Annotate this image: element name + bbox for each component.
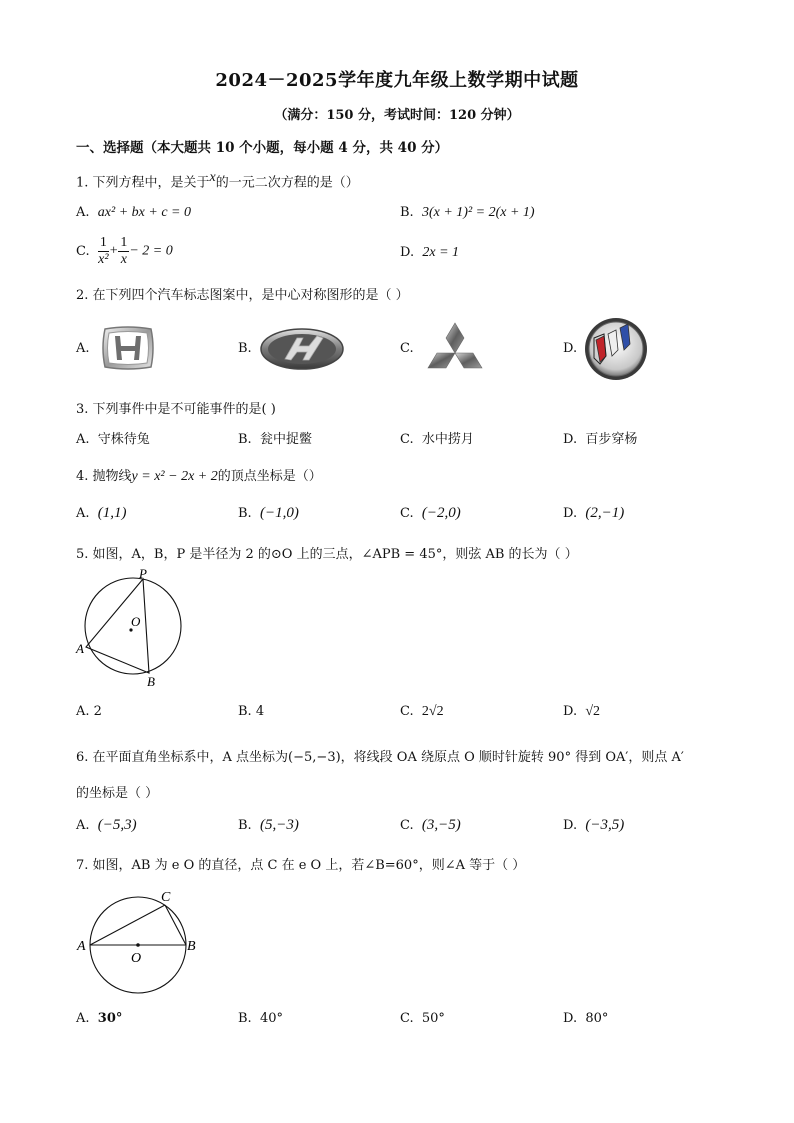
fraction [118, 236, 129, 267]
option-text: (−5,3) [97, 817, 137, 833]
question-1-stem [76, 170, 359, 190]
question-5-stem: 5. 如图，A，B，P 是半径为 2 的⊙O 上的三点，∠APB = 45°，则弦 AB 的长为（ ） [76, 547, 578, 562]
q1-stem-part: 的一元二次方程的是（） [215, 175, 359, 191]
option-label: D. [563, 432, 578, 447]
point-b-label: B [187, 939, 196, 954]
option-text: 3(x + 1)² = 2(x + 1) [421, 205, 535, 220]
point-b-label: B [147, 674, 155, 689]
page-title: 2024－2025学年度九年级上数学期中试题 [215, 70, 579, 91]
option-text: 40° [259, 1011, 283, 1026]
q1-option-d [400, 245, 459, 261]
option-text: 4 [255, 704, 265, 719]
option-label: C. [76, 244, 90, 259]
option-label: C. [400, 818, 414, 833]
q4-stem-part: 4. 抛物线 [76, 469, 132, 484]
point-p-label: P [139, 566, 147, 581]
option-label: B. [238, 432, 252, 447]
option-text: (−3,5) [585, 817, 625, 833]
option-label: B. [400, 205, 414, 220]
q6-option-a [76, 817, 137, 834]
point-c-label: C [161, 890, 171, 905]
option-label: A. [76, 506, 90, 521]
q7-option-a [76, 1011, 122, 1026]
denominator: x [120, 252, 127, 267]
q1-option-b [400, 205, 535, 221]
point-a-label: A [77, 939, 86, 954]
buick-logo-icon [582, 316, 650, 382]
q1-variable: x [209, 170, 216, 185]
mitsubishi-logo-icon [424, 321, 486, 377]
option-label: B. [238, 818, 252, 833]
q4-option-d [563, 505, 624, 522]
chord-ac [90, 905, 165, 945]
section-heading: 一、选择题（本大题共 10 个小题，每小题 4 分，共 40 分） [76, 140, 449, 156]
q7-option-c [400, 1011, 445, 1026]
option-label: A. [76, 818, 90, 833]
q2-option-a-label: A. [76, 341, 90, 356]
option-text: 30° [97, 1011, 123, 1026]
option-text: √2 [585, 704, 601, 719]
q4-option-b [238, 505, 299, 522]
question-2-stem: 2. 在下列四个汽车标志图案中，是中心对称图形的是（ ） [76, 288, 409, 303]
option-label: C. [400, 704, 414, 719]
exam-info: （满分：150 分，考试时间：120 分钟） [274, 108, 520, 123]
plus-sign: + [108, 243, 119, 259]
q7-option-d [563, 1011, 608, 1026]
numerator: 1 [99, 235, 107, 250]
option-text: − 2 = 0 [129, 243, 173, 259]
question-4-stem [76, 465, 322, 485]
q6-option-d [563, 817, 624, 834]
chord-cb [165, 905, 186, 945]
option-label: B. [238, 704, 252, 719]
option-label: D. [563, 1011, 578, 1026]
q3-option-d [563, 428, 637, 447]
option-text: 守株待兔 [97, 432, 150, 447]
option-label: B. [238, 1011, 252, 1026]
option-text: (−1,0) [259, 505, 299, 521]
option-text: (5,−3) [259, 817, 299, 833]
q5-option-c [400, 704, 444, 720]
option-label: B. [238, 506, 252, 521]
option-label: A. [76, 432, 90, 447]
option-text: ax² + bx + c = 0 [97, 205, 191, 220]
q6-option-b [238, 817, 299, 834]
option-text: 瓮中捉鳖 [259, 432, 312, 447]
hyundai-logo-icon [259, 326, 345, 372]
point-a-label: A [76, 641, 84, 656]
q1-stem-part: 1. 下列方程中，是关于 [76, 175, 210, 191]
q4-option-c [400, 505, 461, 522]
option-label: C. [400, 432, 414, 447]
option-label: A. [76, 205, 90, 220]
option-text: 百步穿杨 [585, 432, 638, 447]
option-text: 水中捞月 [421, 432, 474, 447]
question-6-stem-line-2: 的坐标是（ ） [76, 786, 159, 801]
q1-option-c [76, 236, 173, 267]
q5-option-a [76, 704, 102, 719]
q4-equation: y = x² − 2x + 2 [131, 469, 218, 484]
q7-circle-figure [72, 884, 204, 994]
q5-circle-figure [70, 563, 190, 695]
q2-option-b-label: B. [238, 341, 252, 356]
q7-option-b [238, 1011, 283, 1026]
q5-option-d [563, 704, 600, 720]
point-o-label: O [131, 614, 141, 629]
option-text: (2,−1) [585, 505, 625, 521]
q2-option-c-label: C. [400, 341, 414, 356]
q4-option-a [76, 505, 127, 522]
option-text: (3,−5) [421, 817, 461, 833]
numerator: 1 [120, 235, 128, 250]
q3-option-b [238, 428, 312, 447]
option-label: D. [563, 818, 578, 833]
point-o-label: O [131, 951, 142, 966]
q4-stem-part: 的顶点坐标是（） [217, 469, 322, 484]
question-7-stem: 7. 如图，AB 为 e O 的直径，点 C 在 e O 上，若∠B=60°，则∠A 等于（ ） [76, 858, 526, 873]
option-text: (−2,0) [421, 505, 461, 521]
option-label: D. [563, 704, 578, 719]
option-label: D. [563, 506, 578, 521]
denominator: x² [98, 252, 109, 267]
option-text: 80° [585, 1011, 609, 1026]
honda-logo-icon [99, 325, 157, 371]
option-text: (1,1) [97, 505, 127, 521]
q1-option-a [76, 205, 191, 221]
option-text: 50° [421, 1011, 445, 1026]
option-label: A. [76, 704, 90, 719]
q3-option-a [76, 428, 150, 447]
option-label: D. [400, 245, 415, 260]
q2-option-d-label: D. [563, 341, 578, 356]
option-label: C. [400, 1011, 414, 1026]
fraction [98, 236, 109, 267]
option-label: C. [400, 506, 414, 521]
q6-option-c [400, 817, 461, 834]
q5-option-b [238, 704, 264, 719]
q3-option-c [400, 428, 474, 447]
option-label: A. [76, 1011, 90, 1026]
question-6-stem-line-1: 6. 在平面直角坐标系中，A 点坐标为(−5,−3)，将线段 OA 绕原点 O 顺时针旋转 90° 得到 OA′，则点 A′ [76, 750, 684, 765]
option-text: 2 [93, 704, 102, 719]
center-point [136, 943, 140, 947]
option-text: 2√2 [421, 704, 444, 719]
question-3-stem: 3. 下列事件中是不可能事件的是( ) [76, 402, 276, 417]
option-text: 2x = 1 [422, 245, 460, 260]
